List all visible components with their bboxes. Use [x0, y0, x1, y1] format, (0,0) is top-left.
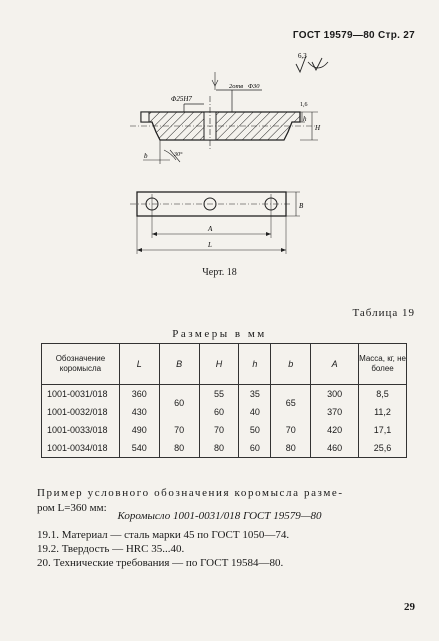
col-L: L [119, 344, 159, 385]
dim-chamfer-note: 2отв [229, 83, 244, 90]
dim-h: h [303, 115, 307, 123]
col-H: H [199, 344, 239, 385]
cell-H: 70 [199, 421, 239, 439]
table-row [42, 403, 407, 421]
dim-L: L [208, 241, 212, 249]
col-A: A [311, 344, 359, 385]
dim-B: B [299, 202, 304, 210]
figure-caption: Черт. 18 [202, 267, 237, 278]
table-header-row [42, 344, 407, 385]
cell-designation: 1001-0033/018 [42, 421, 120, 439]
cell-H: 60 [199, 403, 239, 421]
cell-mass: 8,5 [359, 385, 407, 404]
cell-A: 420 [311, 421, 359, 439]
cell-A: 370 [311, 403, 359, 421]
cell-mass: 25,6 [359, 439, 407, 458]
cell-b: 80 [271, 439, 311, 458]
cell-H: 80 [199, 439, 239, 458]
cell-h: 40 [239, 403, 271, 421]
col-h: h [239, 344, 271, 385]
clause-material: 19.1. Материал — сталь марки 45 по ГОСТ 1050—74. [37, 529, 290, 541]
cell-B: 70 [159, 421, 199, 439]
cell-mass: 11,2 [359, 403, 407, 421]
clause-hardness: 19.2. Твердость — HRC 35...40. [37, 543, 185, 555]
dimensions-table [41, 343, 407, 458]
cell-B: 80 [159, 439, 199, 458]
dim-phi-left: Φ25Н7 [171, 95, 192, 103]
table-number: Таблица 19 [352, 307, 415, 319]
col-designation: Обозначение коромысла [42, 344, 120, 385]
dim-angle: 30° [174, 152, 183, 158]
cell-L: 430 [119, 403, 159, 421]
dim-b: b [144, 152, 148, 160]
section-view [130, 72, 318, 164]
cell-L: 540 [119, 439, 159, 458]
cell-designation: 1001-0031/018 [42, 385, 120, 404]
col-b: b [271, 344, 311, 385]
dim-top: 1,6 [300, 102, 308, 108]
example-tail: ром L=360 мм: [37, 502, 107, 514]
example-lead: Пример условного обозначения коромысла разме- [37, 487, 344, 499]
dim-A: A [208, 225, 213, 233]
cell-B-merged: 60 [159, 385, 199, 422]
roughness-symbol [296, 52, 328, 72]
cell-L: 490 [119, 421, 159, 439]
dim-phi-right: Φ30 [248, 83, 260, 90]
clause-requirements: 20. Технические требования — по ГОСТ 19584—80. [37, 557, 284, 569]
page-number: 29 [404, 601, 415, 613]
col-B: B [159, 344, 199, 385]
cell-h: 50 [239, 421, 271, 439]
cell-h: 60 [239, 439, 271, 458]
page-header: ГОСТ 19579—80 Стр. 27 [292, 30, 415, 41]
dim-H-section: H [315, 124, 321, 132]
cell-A: 300 [311, 385, 359, 404]
technical-drawing [0, 0, 439, 290]
table-row [42, 421, 407, 439]
cell-H: 55 [199, 385, 239, 404]
col-mass: Масса, кг, не более [359, 344, 407, 385]
cell-b: 70 [271, 421, 311, 439]
table-title: Размеры в мм [172, 328, 267, 340]
cell-designation: 1001-0032/018 [42, 403, 120, 421]
example-designation: Коромысло 1001-0031/018 ГОСТ 19579—80 [117, 510, 322, 522]
table-row [42, 385, 407, 404]
cell-A: 460 [311, 439, 359, 458]
table-row [42, 439, 407, 458]
cell-L: 360 [119, 385, 159, 404]
cell-h: 35 [239, 385, 271, 404]
cell-b-merged: 65 [271, 385, 311, 422]
cell-designation: 1001-0034/018 [42, 439, 120, 458]
plan-view [130, 192, 300, 254]
roughness-value: 6,3 [298, 52, 307, 60]
cell-mass: 17,1 [359, 421, 407, 439]
